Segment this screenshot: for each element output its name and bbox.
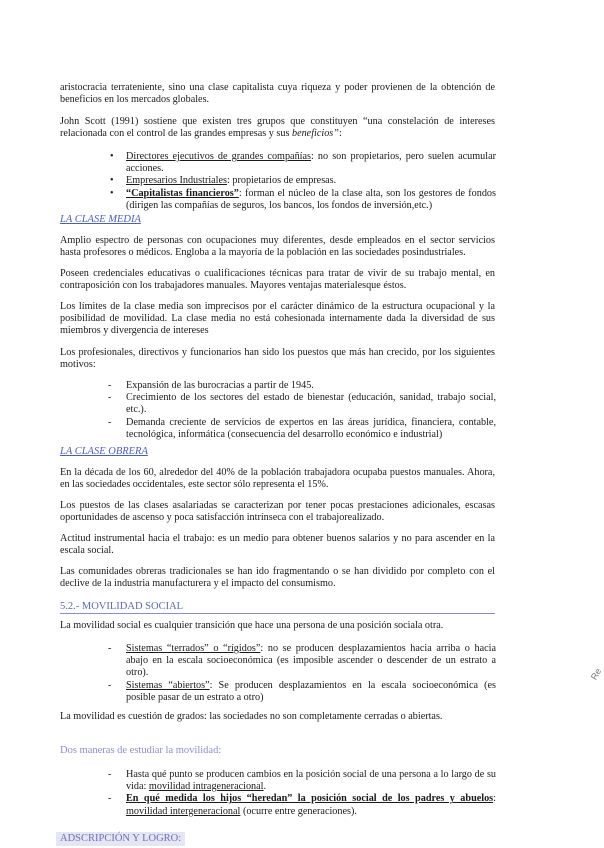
reasons-list	[108, 380, 496, 441]
list-item-text: : no se producen desplazamientos hacia arriba o hacia abajo en la escala socioeconómica (es imposible ascender o descender de un estrato a otro).	[126, 643, 497, 679]
list-item-text: Hasta qué punto se producen cambios en la posición social de una persona a lo largo de su vida:	[126, 769, 496, 793]
section-heading-clase-obrera: LA CLASE OBRERA	[60, 446, 148, 457]
list-item-text: En qué medida los hijos “heredan” la posición social de los padres y abuelos	[126, 793, 494, 805]
list-item-text: Expansión de las burocracias a partir de 1945.	[126, 380, 314, 391]
study-methods-list	[108, 769, 496, 818]
list-item	[110, 151, 497, 175]
list-item	[108, 380, 496, 392]
paragraph: La movilidad es cuestión de grados: las sociedades no son completamente cerradas o abiertas.	[60, 711, 443, 722]
dash-marker: -	[108, 392, 112, 404]
list-item	[110, 187, 496, 212]
list-item	[108, 392, 496, 416]
paragraph: En la década de los 60, alrededor del 40% de la población trabajadora ocupaba puestos manuales. Ahora, en las sociedades occidentales, este sector sólo representa el 15%.	[60, 467, 495, 491]
list-item-term: movilidad intergeneracional	[126, 805, 241, 817]
bullet-icon: •	[110, 175, 114, 187]
list-item-title: “Capitalistas financieros”	[126, 187, 239, 199]
section-heading-movilidad-social: 5.2.- MOVILIDAD SOCIAL	[60, 601, 495, 614]
margin-fragment: Re	[588, 666, 604, 682]
section-heading-adscripcion: ADSCRIPCIÓN Y LOGRO:	[56, 832, 185, 846]
list-item-text: : no son propietarios, pero suelen acumular acciones.	[126, 151, 497, 175]
dash-marker: -	[108, 793, 112, 805]
paragraph: Los puestos de las clases asalariadas se caracterizan por tener pocas prestaciones adicionales, escasas oportunidades de ascenso y poca satisfacción intrínseca con el trabajorealizado.	[60, 500, 495, 524]
scott-quote-mid: intereses relacionada con el control de las grandes empresas y sus	[60, 116, 495, 140]
scott-quote-prefix: John Scott (1991) sostiene que existen tres grupos que constituyen “una constelación de	[60, 116, 454, 127]
list-item-title: Sistemas “abiertos”	[126, 679, 210, 691]
systems-list	[108, 643, 497, 704]
list-item	[108, 416, 496, 441]
section-heading-clase-media: LA CLASE MEDIA	[60, 214, 141, 225]
paragraph: La movilidad social es cualquier transición que hace una persona de una posición sociala otra.	[60, 620, 444, 631]
scott-quote-emphasis: beneficios”	[291, 128, 339, 140]
list-item-text: : forman el núcleo de la clase alta, son los gestores de fondos (dirigen las compañías de seguros, los bancos, los fondos de inversión,etc.)	[126, 187, 496, 211]
dash-marker: -	[108, 643, 112, 654]
list-item-title: Sistemas “terrados” o “rígidos”	[126, 643, 261, 654]
paragraph: Amplio espectro de personas con ocupaciones muy diferentes, desde empleados en el sector servicios hasta profesores o médicos. Engloba a la mayoría de la población en las sociedades posindustriales.	[60, 235, 495, 259]
paragraph: Actitud instrumental hacia el trabajo: es un medio para obtener buenos salarios y no para ascender en la escala social.	[60, 533, 495, 557]
list-item-title: Directores ejecutivos de grandes compañías	[126, 151, 311, 162]
list-item	[110, 175, 496, 187]
scott-quote-end: :	[338, 128, 342, 140]
dash-marker: -	[108, 416, 112, 428]
section-heading-dos-maneras: Dos maneras de estudiar la movilidad:	[60, 745, 222, 756]
list-item-term: movilidad intrageneracional	[148, 781, 264, 793]
paragraph: Poseen credenciales educativas o cualificaciones técnicas para tratar de vivir de su trabajo mental, en contraposición con los trabajadores manuales. Mayores ventajas materialesque éstos.	[60, 268, 495, 292]
scott-paragraph	[60, 116, 495, 140]
list-item-text: : Se producen desplazamientos en la escala socioeconómica (es posible pasar de un estrato a otro)	[126, 679, 497, 703]
list-item-text: : propietarios de empresas.	[227, 175, 337, 187]
intro-paragraph: aristocracia terrateniente, sino una clase capitalista cuya riqueza y poder provienen de la obtención de beneficios en los mercados globales.	[60, 82, 495, 106]
list-item-text: Demanda creciente de servicios de expertos en las áreas jurídica, financiera, contable, tecnológica, informática (consecuencia del desarrollo económico e industrial)	[126, 416, 496, 440]
paragraph: Los profesionales, directivos y funcionarios han sido los puestos que más han crecido, por los siguientes motivos:	[60, 347, 495, 371]
list-item-title: Empresarios Industriales	[126, 175, 227, 187]
elite-groups-list	[110, 151, 497, 212]
dash-marker: -	[108, 679, 112, 691]
list-item-text: Crecimiento de los sectores del estado de bienestar (educación, sanidad, trabajo social, etc.).	[126, 392, 496, 416]
list-item	[108, 643, 497, 680]
dash-marker: -	[108, 380, 112, 391]
list-item: - En qué medida los hijos “heredan” la posición social de los padres y abuelos: movilidad intergeneracional (ocurre entre generaciones).	[108, 793, 496, 817]
paragraph: Las comunidades obreras tradicionales se han ido fragmentando o se han dividido por completo con el declive de la industria manufacturera y el impacto del consumismo.	[60, 566, 495, 590]
list-item	[108, 769, 496, 793]
list-item-end: .	[263, 781, 267, 793]
dash-marker: -	[108, 769, 112, 780]
list-item-end: (ocurre entre generaciones).	[240, 805, 357, 817]
paragraph: Los límites de la clase media son imprecisos por el carácter dinámico de la estructura ocupacional y la posibilidad de movilidad. La clase media no está cohesionada internamente dada la diversidad de sus miembros y divergencia de intereses	[60, 301, 495, 337]
bullet-icon: •	[110, 151, 114, 162]
bullet-icon: •	[110, 187, 114, 199]
list-item	[108, 679, 497, 704]
